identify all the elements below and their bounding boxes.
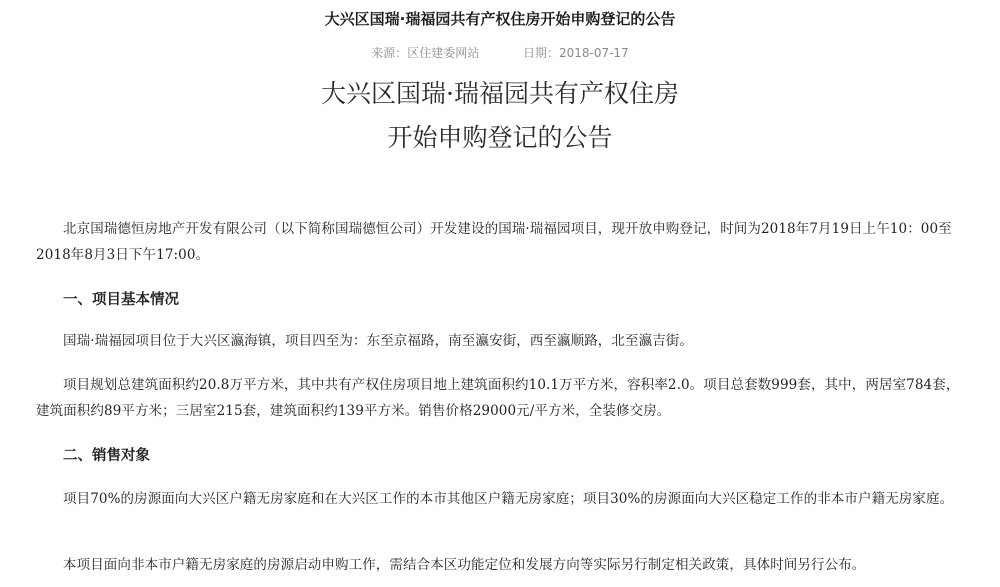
paragraph-project-location: 国瑞·瑞福园项目位于大兴区瀛海镇，项目四至为：东至京福路，南至瀛安街，西至瀛顺路，北至瀛吉街。 xyxy=(63,333,693,349)
article-title-line-2: 开始申购登记的公告 xyxy=(387,123,613,152)
paragraph-project-scale: 项目规划总建筑面积约20.8万平方米，其中共有产权住房项目地上建筑面积约10.1万平方米，容积率2.0。项目总套数999套，其中，两居室784套，建筑面积约89平方米；三居室215套，建筑面积约139平方米。销售价格29000元/平方米，全装修交房。 xyxy=(36,377,960,419)
article-title-line-1: 大兴区国瑞·瑞福园共有产权住房 xyxy=(321,79,679,108)
section-heading-project-info: 一、项目基本情况 xyxy=(63,292,179,308)
paragraph-sales-allocation: 项目70%的房源面向大兴区户籍无房家庭和在大兴区工作的本市其他区户籍无房家庭；项目30%的房源面向大兴区稳定工作的非本市户籍无房家庭。 xyxy=(63,491,954,507)
paragraph-announcement-intro: 北京国瑞德恒房地产开发有限公司（以下简称国瑞德恒公司）开发建设的国瑞·瑞福园项目，现开放申购登记，时间为2018年7月19日上午10：00至2018年8月3日下午17:00。 xyxy=(36,221,952,263)
section-heading-sales-target: 二、销售对象 xyxy=(63,448,150,464)
article-meta xyxy=(0,44,1000,62)
article-date: 日期：2018-07-17 xyxy=(522,46,629,60)
paragraph-non-local-policy: 本项目面向非本市户籍无房家庭的房源启动申购工作，需结合本区功能定位和发展方向等实际另行制定相关政策，具体时间另行公布。 xyxy=(63,557,866,573)
article-source: 来源：区住建委网站 xyxy=(371,46,480,60)
page-header-title: 大兴区国瑞·瑞福园共有产权住房开始申购登记的公告 xyxy=(324,10,676,28)
